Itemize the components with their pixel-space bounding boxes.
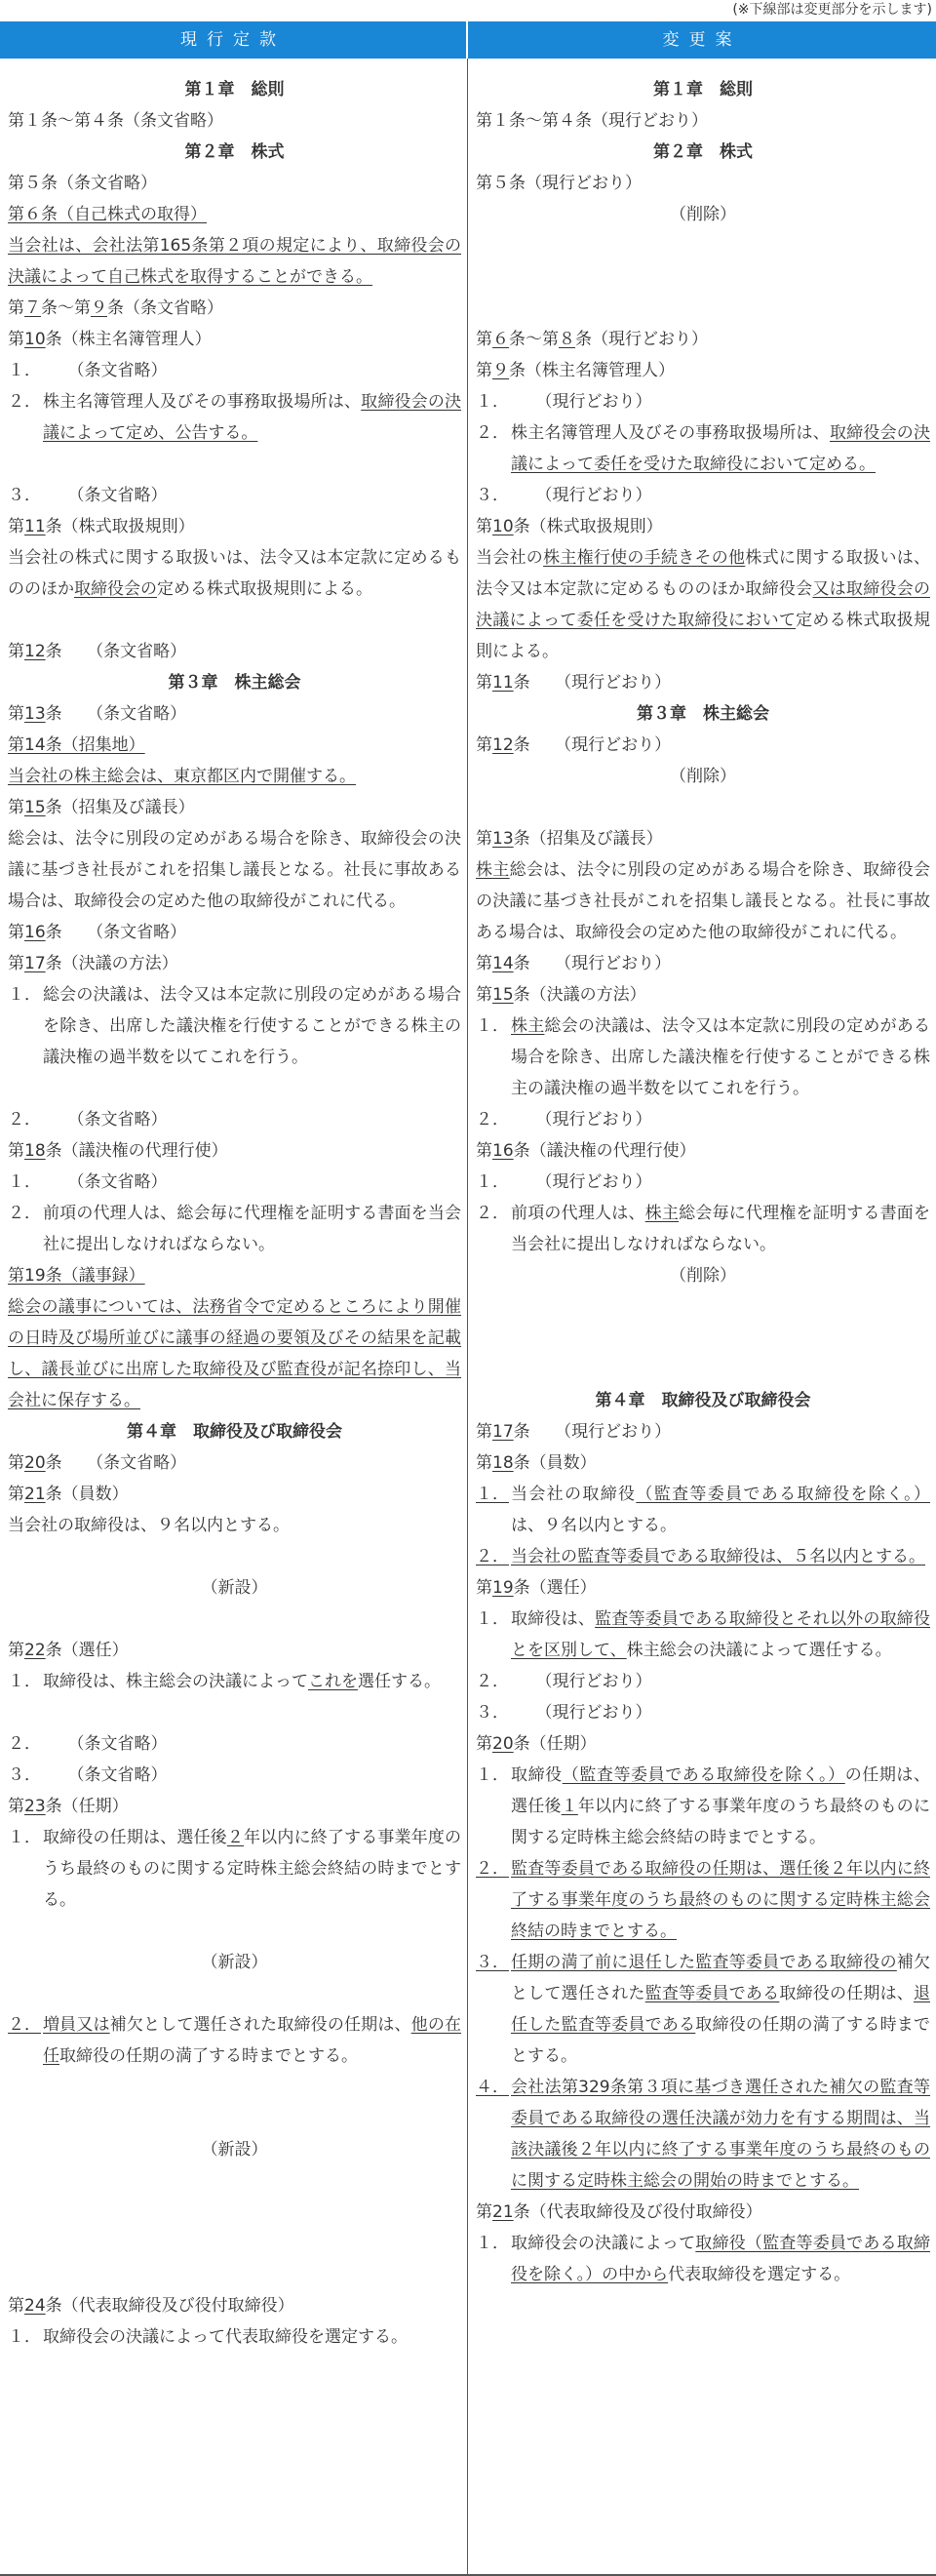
article-title: 第23条（任期） <box>8 1797 129 1816</box>
article-line: 第５条（現行どおり） <box>476 174 642 193</box>
clause: １． （現行どおり） <box>476 1172 652 1192</box>
clause: １． 取締役（監査等委員である取締役を除く。）の任期は、選任後１年以内に終了する事業年度のうち最終のものに関する定時株主総会終結の時までとする。 <box>476 1765 931 1847</box>
underlined-text: 第６条（自己株式の取得） <box>8 205 207 224</box>
chapter-heading: 第１章 総則 <box>184 80 285 99</box>
clause: ３． 任期の満了前に退任した監査等委員である取締役の補欠として選任された監査等委員である取締役の任期は、退任した監査等委員である取締役の任期の満了する時までとする。 <box>476 1953 931 2066</box>
proposed-column <box>468 59 936 2576</box>
clause: ２． （条文省略） <box>8 1110 168 1129</box>
clause: ４． 会社法第329条第３項に基づき選任された補欠の監査等委員である取締役の選任決議が効力を有する期間は、当該決議後２年以内に終了する事業年度のうち最終のものに関する定時株主総会の開始の時までとする。 <box>476 2078 930 2191</box>
clause: ２． （条文省略） <box>8 1734 168 1754</box>
article-title: 第24条（代表取締役及び役付取締役） <box>8 2296 294 2316</box>
deleted-marker: （削除） <box>670 205 736 224</box>
new-clause-marker: （新設） <box>201 1953 268 1972</box>
article-title: 第18条（議決権の代理行使） <box>8 1141 228 1161</box>
clause: ２． 前項の代理人は、株主総会毎に代理権を証明する書面を当会社に提出しなければならない。 <box>476 1204 931 1254</box>
article-title: 第17条（決議の方法） <box>8 954 178 973</box>
clause: １． 取締役の任期は、選任後２年以内に終了する事業年度のうち最終のものに関する定時株主総会終結の時までとする。 <box>8 1828 462 1910</box>
chapter-heading: 第４章 取締役及び取締役会 <box>127 1422 342 1442</box>
article-line: 第１条〜第４条（条文省略） <box>8 111 223 131</box>
article-title: 第16条（議決権の代理行使） <box>476 1141 696 1161</box>
article-title: 第19条（議事録） <box>8 1266 145 1286</box>
clause: ２． 増員又は補欠として選任された取締役の任期は、他の在任取締役の任期の満了する時までとする。 <box>8 2015 462 2066</box>
article-body: 総会の議事については、法務省令で定めるところにより開催の日時及び場所並びに議事の経過の要領及びその結果を記載し、議長並びに出席した取締役及び監査役が記名捺印し、当会社に保存する。 <box>8 1297 461 1410</box>
article-title: 第10条（株主名簿管理人） <box>8 330 212 349</box>
article-title: 第13条（招集及び議長） <box>476 829 663 849</box>
clause: ２． 当会社の監査等委員である取締役は、５名以内とする。 <box>476 1547 925 1566</box>
new-clause-marker: （新設） <box>201 2140 268 2160</box>
article-title: 第15条（招集及び議長） <box>8 798 195 817</box>
article-line: 第16条 （条文省略） <box>8 923 187 942</box>
clause: １． 株主総会の決議は、法令又は本定款に別段の定めがある場合を除き、出席した議決権を行使することができる株主の議決権の過半数を以てこれを行う。 <box>476 1016 931 1098</box>
clause: ２． 株主名簿管理人及びその事務取扱場所は、取締役会の決議によって委任を受けた取締役において定める。 <box>476 423 931 474</box>
header-proposed: 変更案 <box>662 30 742 50</box>
article-body: 当会社の株式に関する取扱いは、法令又は本定款に定めるもののほか取締役会の定める株式取扱規則による。 <box>8 548 461 599</box>
clause: ２． （現行どおり） <box>476 1672 652 1691</box>
clause: ３． （条文省略） <box>8 486 168 505</box>
current-column <box>0 59 468 2576</box>
clause: ２． 監査等委員である取締役の任期は、選任後２年以内に終了する事業年度のうち最終のものに関する定時株主総会終結の時までとする。 <box>476 1859 930 1941</box>
article-body: 当会社の取締役は、９名以内とする。 <box>8 1516 290 1535</box>
article-line: 第13条 （条文省略） <box>8 704 187 724</box>
clause: ２． 前項の代理人は、総会毎に代理権を証明する書面を当会社に提出しなければならない。 <box>8 1204 461 1254</box>
article-title: 第21条（代表取締役及び役付取締役） <box>476 2202 762 2222</box>
clause: １． 取締役は、監査等委員である取締役とそれ以外の取締役とを区別して、株主総会の決議によって選任する。 <box>476 1609 931 1660</box>
article-title: 第21条（員数） <box>8 1485 129 1504</box>
article-title: 第22条（選任） <box>8 1641 129 1660</box>
article-title: 第18条（員数） <box>476 1453 597 1473</box>
clause: ３． （現行どおり） <box>476 1703 652 1723</box>
clause: １． 当会社の取締役（監査等委員である取締役を除く。）は、９名以内とする。 <box>476 1485 930 1535</box>
clause: １． （現行どおり） <box>476 392 652 412</box>
article-body: 当会社の株主権行使の手続きその他株式に関する取扱いは、法令又は本定款に定めるもののほか取締役会又は取締役会の決議によって委任を受けた取締役において定める株式取扱規則による。 <box>476 548 931 661</box>
article-title: 第11条（株式取扱規則） <box>8 517 195 536</box>
change-note: (※下線部は変更部分を示します) <box>732 2 932 18</box>
clause: １． 取締役は、株主総会の決議によってこれを選任する。 <box>8 1672 441 1691</box>
clause: １． 総会の決議は、法令又は本定款に別段の定めがある場合を除き、出席した議決権を行使することができる株主の議決権の過半数を以てこれを行う。 <box>8 985 461 1067</box>
deleted-marker: （削除） <box>670 767 736 786</box>
article-line: 第14条 （現行どおり） <box>476 954 672 973</box>
clause: １． 取締役会の決議によって取締役（監査等委員である取締役を除く。）の中から代表取締役を選定する。 <box>476 2234 931 2284</box>
article-body: 株主総会は、法令に別段の定めがある場合を除き、取締役会の決議に基づき社長がこれを招集し議長となる。社長に事故ある場合は、取締役会の定めた他の取締役がこれに代る。 <box>476 860 930 942</box>
article-title: 第19条（選任） <box>476 1578 597 1598</box>
article-line: 第７条〜第９条（条文省略） <box>8 298 223 318</box>
article-line: 第６条〜第８条（現行どおり） <box>476 330 708 349</box>
chapter-heading: 第２章 株式 <box>184 142 285 162</box>
clause: １． （条文省略） <box>8 1172 168 1192</box>
article-line: 第11条 （現行どおり） <box>476 673 672 693</box>
article-body <box>8 230 461 293</box>
clause: ３． （現行どおり） <box>476 486 652 505</box>
header-current: 現行定款 <box>0 21 468 59</box>
article-line: 第５条（条文省略） <box>8 174 157 193</box>
article-title <box>8 199 461 230</box>
article-body: 総会は、法令に別段の定めがある場合を除き、取締役会の決議に基づき社長がこれを招集し議長となる。社長に事故ある場合は、取締役会の定めた他の取締役がこれに代る。 <box>8 829 461 911</box>
chapter-heading: 第２章 株式 <box>653 142 753 162</box>
article-line: 第12条 （現行どおり） <box>476 735 672 755</box>
article-line: 第20条 （条文省略） <box>8 1453 187 1473</box>
article-line: 第12条 （条文省略） <box>8 642 187 661</box>
clause: ３． （条文省略） <box>8 1765 168 1785</box>
deleted-marker: （削除） <box>670 1266 736 1286</box>
comparison-table <box>0 59 936 2576</box>
chapter-heading: 第３章 株主総会 <box>637 704 769 724</box>
chapter-heading: 第３章 株主総会 <box>168 673 301 693</box>
article-title: 第10条（株式取扱規則） <box>476 517 663 536</box>
article-line: 第１条〜第４条（現行どおり） <box>476 111 708 131</box>
clause: ２． 株主名簿管理人及びその事務取扱場所は、取締役会の決議によって定め、公告する。 <box>8 392 462 443</box>
clause: １． （条文省略） <box>8 361 168 380</box>
chapter-heading: 第１章 総則 <box>653 80 753 99</box>
article-title: 第20条（任期） <box>476 1734 597 1754</box>
clause: １． 取締役会の決議によって代表取締役を選定する。 <box>8 2327 408 2347</box>
chapter-heading: 第４章 取締役及び取締役会 <box>595 1391 811 1410</box>
article-line: 第17条 （現行どおり） <box>476 1422 672 1442</box>
underlined-text: 当会社は、会社法第165条第２項の規定により、取締役会の決議によって自己株式を取得することができる。 <box>8 236 461 287</box>
clause: ２． （現行どおり） <box>476 1110 652 1129</box>
article-title: 第15条（決議の方法） <box>476 985 646 1005</box>
article-title: 第14条（招集地） <box>8 735 145 755</box>
article-body: 当会社の株主総会は、東京都区内で開催する。 <box>8 767 356 786</box>
article-title: 第９条（株主名簿管理人） <box>476 361 675 380</box>
table-header <box>0 21 936 59</box>
new-clause-marker: （新設） <box>201 1578 268 1598</box>
